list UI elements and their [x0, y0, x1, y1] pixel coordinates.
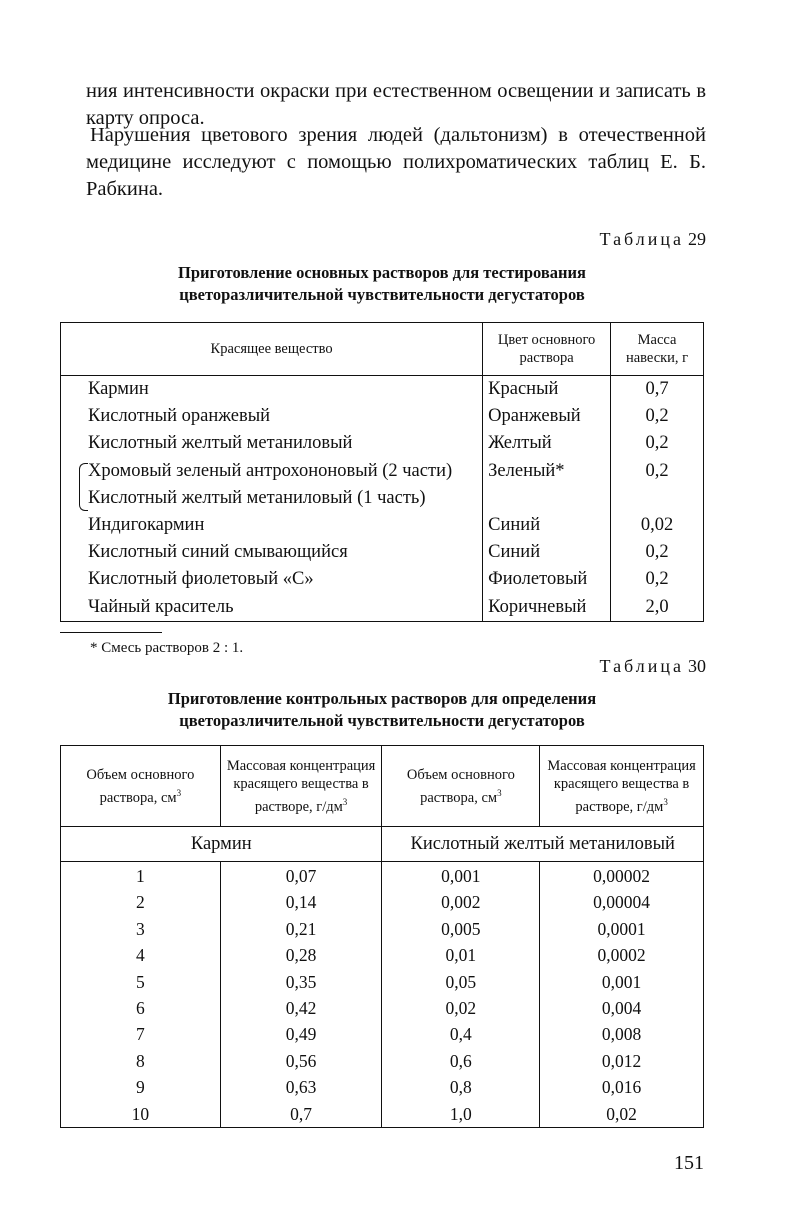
cell-name: Хромовый зеленый антрохононовый (2 части)	[61, 458, 483, 485]
cell-color: Фиолетовый	[483, 566, 611, 593]
cell-conc-metanil: 0,0001	[540, 916, 704, 942]
table-30	[60, 745, 704, 1128]
header-conc-2-text: Массовая концентрация красящего вещества в растворе, г/дм	[547, 757, 696, 815]
cell-name: Чайный краситель	[61, 594, 483, 622]
cell-volume-carmine: 5	[61, 969, 221, 995]
table-30-label	[600, 656, 706, 677]
cell-name: Кислотный желтый метаниловый	[61, 430, 483, 457]
header-volume-1	[61, 746, 221, 827]
group-metanil-yellow: Кислотный желтый метаниловый	[382, 827, 704, 862]
cell-volume-metanil: 0,005	[382, 916, 540, 942]
cell-name: Кислотный фиолетовый «С»	[61, 566, 483, 593]
header-volume-1-text: Объем основного раствора, см	[86, 766, 195, 806]
cell-conc-metanil: 0,001	[540, 969, 704, 995]
header-volume-1-sup: 3	[176, 787, 182, 798]
cell-mass: 0,2	[611, 403, 704, 430]
cell-conc-carmine: 0,35	[220, 969, 382, 995]
table-row	[61, 995, 704, 1021]
cell-volume-metanil: 1,0	[382, 1101, 540, 1128]
cell-conc-carmine: 0,21	[220, 916, 382, 942]
cell-conc-carmine: 0,14	[220, 889, 382, 915]
cell-volume-carmine: 10	[61, 1101, 221, 1128]
cell-conc-carmine: 0,7	[220, 1101, 382, 1128]
cell-volume-carmine: 2	[61, 889, 221, 915]
cell-volume-metanil: 0,05	[382, 969, 540, 995]
table-row	[61, 485, 704, 512]
table-row	[61, 458, 704, 485]
table-row	[61, 594, 704, 622]
footnote-divider	[60, 632, 162, 633]
cell-volume-carmine: 8	[61, 1048, 221, 1074]
table-29-label	[600, 229, 706, 250]
cell-conc-metanil: 0,00004	[540, 889, 704, 915]
cell-volume-carmine: 3	[61, 916, 221, 942]
paragraph-2	[86, 122, 706, 203]
table-row	[61, 969, 704, 995]
cell-conc-carmine: 0,42	[220, 995, 382, 1021]
table-30-group-row	[61, 827, 704, 862]
cell-volume-metanil: 0,8	[382, 1074, 540, 1100]
cell-conc-metanil: 0,02	[540, 1101, 704, 1128]
table-29-header-row	[61, 323, 704, 376]
cell-conc-metanil: 0,008	[540, 1021, 704, 1047]
header-mass: Масса навески, г	[611, 323, 704, 376]
table-29-label-number: 29	[688, 229, 706, 249]
table-29-label-word: Таблица	[599, 229, 684, 249]
table-row	[61, 1101, 704, 1128]
header-conc-1-sup: 3	[342, 796, 348, 807]
header-volume-2-text: Объем основного раствора, см	[406, 766, 515, 806]
cell-name: Кислотный оранжевый	[61, 403, 483, 430]
cell-volume-metanil: 0,001	[382, 862, 540, 890]
table-30-header-row	[61, 746, 704, 827]
cell-color: Красный	[483, 376, 611, 404]
cell-volume-carmine: 7	[61, 1021, 221, 1047]
cell-name: Кислотный желтый метаниловый (1 часть)	[61, 485, 483, 512]
cell-volume-carmine: 6	[61, 995, 221, 1021]
table-30-title-line1: Приготовление контрольных растворов для определения	[167, 689, 597, 708]
group-carmine: Кармин	[61, 827, 382, 862]
footnote: * Смесь растворов 2 : 1.	[90, 640, 244, 656]
table-row	[61, 889, 704, 915]
paragraph-1: ния интенсивности окраски при естественном освещении и записать в карту опроса.	[86, 80, 706, 129]
table-row	[61, 1048, 704, 1074]
cell-volume-carmine: 4	[61, 942, 221, 968]
table-30-label-word: Таблица	[599, 656, 684, 676]
cell-mass: 0,02	[611, 512, 704, 539]
cell-name: Кармин	[61, 376, 483, 404]
cell-mass: 0,2	[611, 566, 704, 593]
cell-mass: 0,2	[611, 539, 704, 566]
cell-conc-metanil: 0,012	[540, 1048, 704, 1074]
cell-mass: 0,2	[611, 430, 704, 457]
table-29-title-line2: цветоразличительной чувствительности дегустаторов	[179, 285, 585, 304]
header-conc-1-text: Массовая концентрация красящего вещества в растворе, г/дм	[226, 757, 376, 815]
header-conc-1	[220, 746, 382, 827]
table-row	[61, 1021, 704, 1047]
table-row	[61, 430, 704, 457]
table-29-title	[60, 262, 704, 306]
table-29-title-line1: Приготовление основных растворов для тестирования	[178, 263, 586, 282]
cell-conc-metanil: 0,00002	[540, 862, 704, 890]
cell-color: Коричневый	[483, 594, 611, 622]
cell-mass: 0,2	[611, 458, 704, 485]
paragraph-2-text: Нарушения цветового зрения людей (дальтонизм) в отечественной медицине исследуют с помощью полихроматических таблиц Е. Б. Рабкина.	[86, 124, 706, 200]
cell-color: Синий	[483, 512, 611, 539]
header-substance: Красящее вещество	[61, 323, 483, 376]
cell-volume-carmine: 1	[61, 862, 221, 890]
header-conc-2-sup: 3	[663, 796, 668, 807]
cell-conc-carmine: 0,07	[220, 862, 382, 890]
cell-mass: 0,7	[611, 376, 704, 404]
table-30-title	[60, 688, 704, 732]
cell-volume-metanil: 0,4	[382, 1021, 540, 1047]
table-row	[61, 403, 704, 430]
table-row	[61, 539, 704, 566]
table-30-label-number: 30	[688, 656, 706, 676]
cell-conc-metanil: 0,016	[540, 1074, 704, 1100]
page-number: 151	[674, 1152, 704, 1174]
cell-conc-metanil: 0,0002	[540, 942, 704, 968]
cell-volume-carmine: 9	[61, 1074, 221, 1100]
table-row	[61, 566, 704, 593]
cell-conc-carmine: 0,49	[220, 1021, 382, 1047]
table-row	[61, 376, 704, 404]
header-volume-2-sup: 3	[497, 787, 502, 798]
table-29-body	[61, 376, 704, 622]
cell-volume-metanil: 0,6	[382, 1048, 540, 1074]
cell-mass: 2,0	[611, 594, 704, 622]
cell-conc-carmine: 0,63	[220, 1074, 382, 1100]
cell-volume-metanil: 0,01	[382, 942, 540, 968]
cell-name: Индигокармин	[61, 512, 483, 539]
cell-color: Синий	[483, 539, 611, 566]
cell-color: Желтый	[483, 430, 611, 457]
table-row	[61, 942, 704, 968]
cell-color: Зеленый*	[483, 458, 611, 485]
cell-color	[483, 485, 611, 512]
header-color: Цвет основного раствора	[483, 323, 611, 376]
cell-volume-metanil: 0,02	[382, 995, 540, 1021]
table-30-title-line2: цветоразличительной чувствительности дегустаторов	[179, 711, 585, 730]
table-29	[60, 322, 704, 622]
cell-conc-carmine: 0,28	[220, 942, 382, 968]
cell-color: Оранжевый	[483, 403, 611, 430]
cell-name: Кислотный синий смывающийся	[61, 539, 483, 566]
table-row	[61, 916, 704, 942]
table-row	[61, 512, 704, 539]
cell-volume-metanil: 0,002	[382, 889, 540, 915]
table-row	[61, 862, 704, 890]
table-30-body	[61, 862, 704, 1128]
header-conc-2	[540, 746, 704, 827]
cell-mass	[611, 485, 704, 512]
header-volume-2	[382, 746, 540, 827]
cell-conc-carmine: 0,56	[220, 1048, 382, 1074]
table-row	[61, 1074, 704, 1100]
cell-conc-metanil: 0,004	[540, 995, 704, 1021]
